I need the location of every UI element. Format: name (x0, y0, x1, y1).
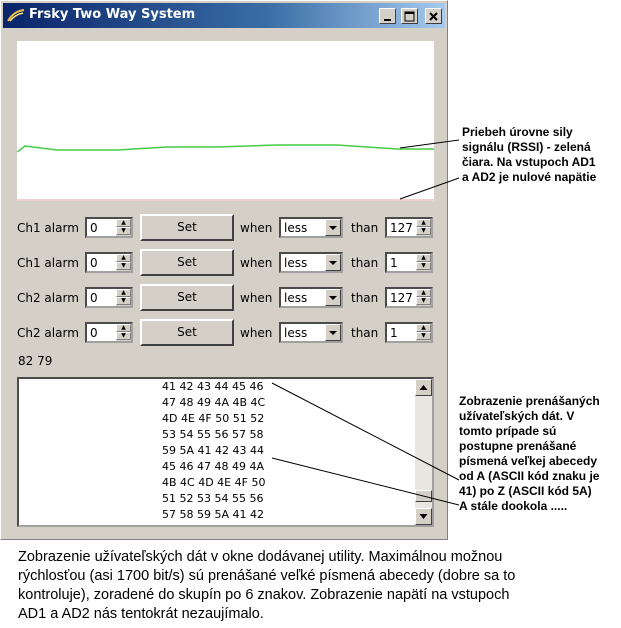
condition-value: less (284, 221, 308, 235)
annotation-line: A stále dookola ..... (459, 499, 568, 513)
spin-down-icon[interactable]: ▼ (416, 227, 431, 235)
spin-up-icon[interactable]: ▲ (116, 289, 131, 297)
than-label: than (351, 221, 379, 235)
when-label: when (240, 291, 273, 305)
set-button[interactable]: Set (140, 249, 234, 276)
when-label: when (240, 221, 273, 235)
condition-value: less (284, 291, 308, 305)
status-values: 82 79 (18, 354, 53, 368)
annotation-line: užívateľských dát. V (459, 409, 575, 423)
alarm-value: 0 (90, 256, 98, 270)
list-item[interactable]: 57 58 59 5A 41 42 (162, 508, 264, 521)
annotation-line: a AD2 je nulové napätie (462, 170, 597, 184)
spin-down-icon[interactable]: ▼ (416, 332, 431, 340)
spin-up-icon[interactable]: ▲ (416, 289, 431, 297)
alarm-label: Ch2 alarm (17, 326, 79, 340)
spin-up-icon[interactable]: ▲ (116, 254, 131, 262)
list-item[interactable]: 4D 4E 4F 50 51 52 (162, 412, 265, 425)
spin-up-icon[interactable]: ▲ (116, 324, 131, 332)
set-button[interactable]: Set (140, 319, 234, 346)
alarm-label: Ch1 alarm (17, 256, 79, 270)
than-label: than (351, 256, 379, 270)
window-title: Frsky Two Way System (29, 7, 196, 22)
list-item[interactable]: 41 42 43 44 45 46 (162, 380, 264, 393)
set-button[interactable]: Set (140, 284, 234, 311)
annotation-line: od A (ASCII kód znaku je (459, 469, 600, 483)
spin-down-icon[interactable]: ▼ (116, 227, 131, 235)
threshold-value: 1 (390, 326, 398, 340)
threshold-value: 1 (390, 256, 398, 270)
threshold-value: 127 (390, 291, 413, 305)
spin-up-icon[interactable]: ▲ (116, 219, 131, 227)
alarm-label: Ch2 alarm (17, 291, 79, 305)
condition-value: less (284, 256, 308, 270)
alarm-value: 0 (90, 221, 98, 235)
annotation-line: postupne prenášané (459, 439, 577, 453)
than-label: than (351, 291, 379, 305)
caption-line: AD1 a AD2 nás tentokrát nezaujímalo. (18, 606, 264, 622)
list-item[interactable]: 47 48 49 4A 4B 4C (162, 396, 266, 409)
spin-down-icon[interactable]: ▼ (116, 332, 131, 340)
annotation-line: signálu (RSSI) - zelená (462, 140, 591, 154)
figure-caption (18, 548, 618, 624)
annotation-line: písmená veľkej abecedy (459, 454, 598, 468)
spin-down-icon[interactable]: ▼ (416, 297, 431, 305)
data-annotation (459, 394, 600, 514)
list-item[interactable]: 53 54 55 56 57 58 (162, 428, 264, 441)
when-label: when (240, 256, 273, 270)
caption-line: Zobrazenie užívateľských dát v okne dodávanej utility. Maximálnou možnou (18, 549, 503, 565)
than-label: than (351, 326, 379, 340)
annotation-line: Priebeh úrovne sily (462, 125, 573, 139)
list-item[interactable]: 51 52 53 54 55 56 (162, 492, 264, 505)
when-label: when (240, 326, 273, 340)
list-item[interactable]: 4B 4C 4D 4E 4F 50 (162, 476, 266, 489)
spin-up-icon[interactable]: ▲ (416, 324, 431, 332)
annotation-line: tomto prípade sú (459, 424, 557, 438)
spin-down-icon[interactable]: ▼ (116, 262, 131, 270)
spin-down-icon[interactable]: ▼ (416, 262, 431, 270)
alarm-label: Ch1 alarm (17, 221, 79, 235)
condition-value: less (284, 326, 308, 340)
annotation-line: Zobrazenie prenášaných (459, 394, 600, 408)
alarm-value: 0 (90, 326, 98, 340)
list-item[interactable]: 59 5A 41 42 43 44 (162, 444, 264, 457)
caption-line: kontroluje), zoradené do skupín po 6 znakov. Zobrazenie napätí na vstupoch (18, 587, 510, 603)
spin-up-icon[interactable]: ▲ (416, 219, 431, 227)
alarm-value: 0 (90, 291, 98, 305)
rssi-annotation (462, 125, 596, 185)
set-button[interactable]: Set (140, 214, 234, 241)
annotation-line: 41) po Z (ASCII kód 5A) (459, 484, 592, 498)
spin-up-icon[interactable]: ▲ (416, 254, 431, 262)
caption-line: rýchlosťou (asi 1700 bit/s) sú prenášané veľké písmená abecedy (dobre sa to (18, 568, 516, 584)
list-item[interactable]: 45 46 47 48 49 4A (162, 460, 264, 473)
spin-down-icon[interactable]: ▼ (116, 297, 131, 305)
threshold-value: 127 (390, 221, 413, 235)
annotation-line: čiara. Na vstupoch AD1 (462, 155, 596, 169)
